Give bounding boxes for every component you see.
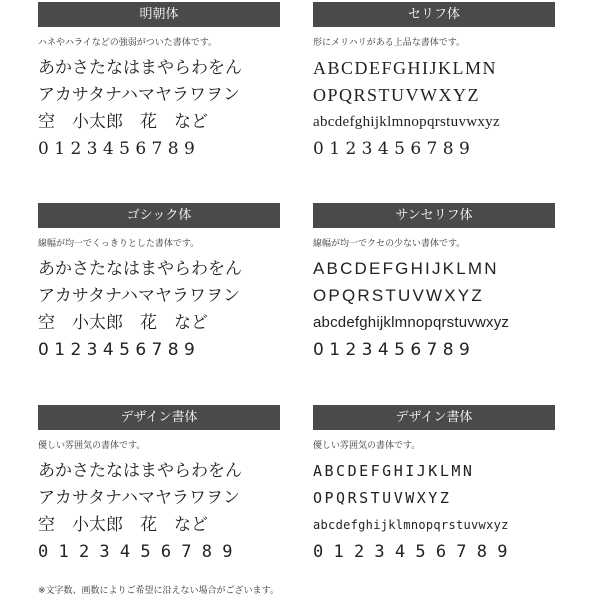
- sample-uppercase-2: OPQRSTUVWXYZ: [313, 489, 452, 507]
- panel-title: セリフ体: [313, 2, 555, 27]
- sample-uppercase-2: OPQRSTUVWXYZ: [313, 85, 481, 105]
- sample-hiragana: あかさたなはまやらわをん: [38, 461, 242, 481]
- sample-lowercase: abcdefghijklmnopqrstuvwxyz: [313, 518, 509, 532]
- sample-digits: 0 1 2 3 4 5 6 7 8 9: [313, 139, 470, 159]
- footnote: ※文字数、画数によりご希望に沿えない場合がございます。: [38, 586, 279, 596]
- font-panel-design-latin: [313, 405, 555, 562]
- font-panel-sans-serif: [313, 203, 555, 360]
- sample-digits: 0 1 2 3 4 5 6 7 8 9: [38, 542, 233, 562]
- font-panel-design-japanese: [38, 405, 280, 562]
- sample-katakana: アカサタナハマヤラワヲン: [38, 488, 240, 508]
- panel-title: 明朝体: [38, 2, 280, 27]
- panel-description: 線幅が均一でクセの少ない書体です。: [313, 239, 466, 249]
- font-panel-mincho: [38, 2, 280, 159]
- sample-uppercase-1: ABCDEFGHIJKLMN: [313, 58, 498, 78]
- panel-title: サンセリフ体: [313, 203, 555, 228]
- sample-hiragana: あかさたなはまやらわをん: [38, 259, 242, 279]
- sample-digits: 0 1 2 3 4 5 6 7 8 9: [313, 542, 508, 562]
- sample-katakana: アカサタナハマヤラワヲン: [38, 85, 240, 105]
- panel-description: 線幅が均一でくっきりとした書体です。: [38, 239, 200, 249]
- sample-kanji: 空 小太郎 花 など: [38, 313, 208, 333]
- sample-digits: 0 1 2 3 4 5 6 7 8 9: [38, 340, 195, 360]
- font-panel-serif: [313, 2, 555, 159]
- panel-title: デザイン書体: [38, 405, 280, 430]
- sample-lowercase: abcdefghijklmnopqrstuvwxyz: [313, 314, 510, 331]
- sample-kanji: 空 小太郎 花 など: [38, 112, 208, 132]
- font-panel-gothic: [38, 203, 280, 360]
- panel-description: 優しい雰囲気の書体です。: [38, 441, 146, 451]
- panel-title: ゴシック体: [38, 203, 280, 228]
- sample-lowercase: abcdefghijklmnopqrstuvwxyz: [313, 114, 500, 130]
- panel-description: ハネやハライなどの強弱がついた書体です。: [38, 38, 218, 48]
- sample-digits: 0 1 2 3 4 5 6 7 8 9: [38, 139, 195, 159]
- panel-description: 形にメリハリがある上品な書体です。: [313, 38, 466, 48]
- sample-uppercase-1: ABCDEFGHIJKLMN: [313, 259, 499, 278]
- panel-title: デザイン書体: [313, 405, 555, 430]
- sample-uppercase-1: ABCDEFGHIJKLMN: [313, 462, 475, 480]
- sample-uppercase-2: OPQRSTUVWXYZ: [313, 286, 484, 305]
- sample-digits: 0 1 2 3 4 5 6 7 8 9: [313, 340, 470, 360]
- sample-kanji: 空 小太郎 花 など: [38, 515, 208, 535]
- sample-hiragana: あかさたなはまやらわをん: [38, 58, 242, 78]
- sample-katakana: アカサタナハマヤラワヲン: [38, 286, 240, 306]
- panel-description: 優しい雰囲気の書体です。: [313, 441, 421, 451]
